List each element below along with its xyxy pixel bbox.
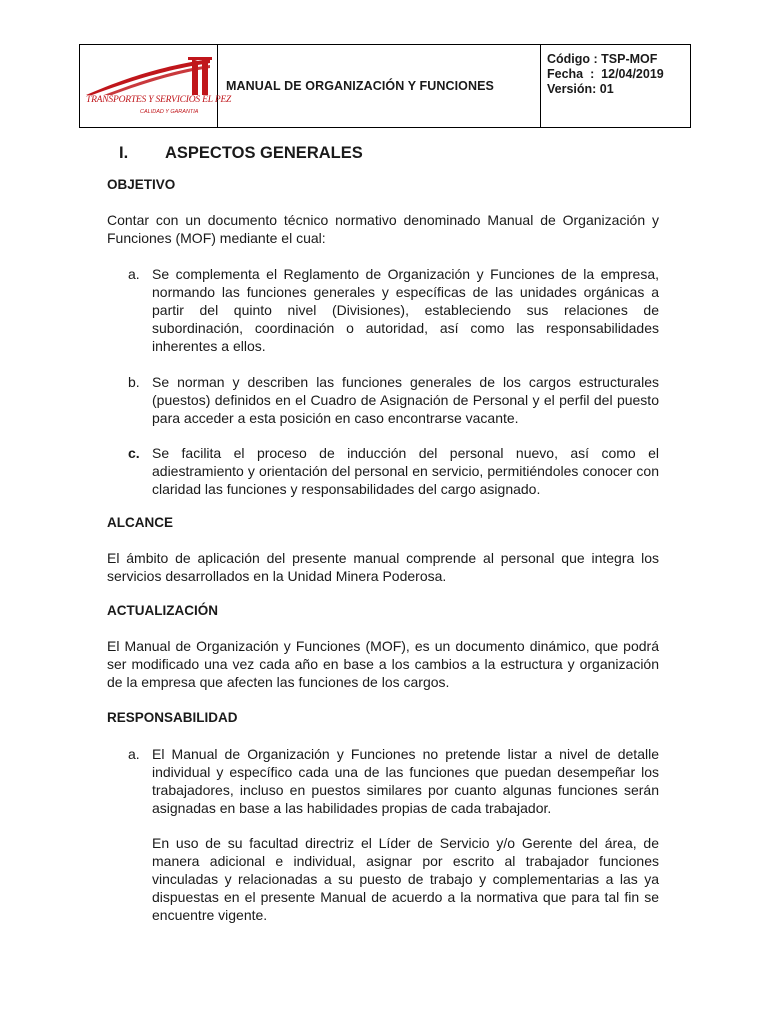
list-item [128, 265, 659, 355]
document-date: Fecha : 12/04/2019 [547, 67, 664, 81]
heading-objetivo: OBJETIVO [107, 177, 176, 192]
list-marker: a. [128, 266, 140, 282]
list-text: El Manual de Organización y Funciones no pretende listar a nivel de detalle individual y específico cada una de las funciones que puedan desempeñar los trabajadores, incluso en puestos similares por cuanto algunas funciones serán asignadas en base a las habilidades propias de cada trabajador. [152, 746, 659, 816]
list-item [128, 444, 659, 498]
responsabilidad-continuation: En uso de su facultad directriz el Líder de Servicio y/o Gerente del área, de manera adicional e individual, asignar por escrito al trabajador funciones vinculadas y relacionadas a su puesto de trabajo y complementarias a las ya dispuestas en el presente Manual de acuerdo a la normativa que para tal fin se encuentre vigente. [152, 835, 659, 923]
logo-tagline: CALIDAD Y GARANTIA [140, 109, 199, 115]
document-title-cell [218, 45, 541, 127]
document-version: Versión: 01 [547, 82, 614, 96]
list-text: Se facilita el proceso de inducción del personal nuevo, así como el adiestramiento y orientación del personal en servicio, permitiéndoles conocer con claridad las funciones y responsabilidades del cargo asignado. [152, 445, 659, 497]
company-logo [80, 45, 232, 127]
heading-actualizacion: ACTUALIZACIÓN [107, 603, 218, 618]
document-meta [541, 45, 690, 127]
list-marker: b. [128, 374, 140, 390]
logo-road-icon [84, 53, 214, 97]
list-item [128, 745, 659, 817]
document-code: Código : TSP-MOF [547, 52, 658, 66]
alcance-text: El ámbito de aplicación del presente manual comprende al personal que integra los servicios desarrollados en la Unidad Minera Poderosa. [107, 550, 659, 584]
section-heading [119, 144, 363, 164]
heading-responsabilidad: RESPONSABILIDAD [107, 710, 238, 725]
actualizacion-text: El Manual de Organización y Funciones (MOF), es un documento dinámico, que podrá ser modificado una vez cada año en base a los cambios a la estructura y organización de la empresa que afecten las funciones de los cargos. [107, 638, 659, 690]
list-item [128, 373, 659, 427]
objetivo-intro: Contar con un documento técnico normativo denominado Manual de Organización y Funciones (MOF) mediante el cual: [107, 212, 659, 246]
list-text: Se complementa el Reglamento de Organización y Funciones de la empresa, normando las funciones generales y específicas de las unidades orgánicas a partir del quinto nivel (Divisiones), estableciendo sus relaciones de subordinación, coordinación o autoridad, así como las responsabilidades inherentes a ellos. [152, 266, 659, 354]
section-number: I. [119, 144, 129, 162]
list-marker: a. [128, 746, 140, 762]
heading-alcance: ALCANCE [107, 515, 173, 530]
list-text: Se norman y describen las funciones generales de los cargos estructurales (puestos) definidos en el Cuadro de Asignación de Personal y el perfil del puesto para acceder a esta posición en caso encontrarse vacante. [152, 374, 659, 426]
list-marker: c. [128, 445, 140, 461]
logo-brand-text: TRANSPORTES Y SERVICIOS EL PEZ [86, 95, 232, 105]
document-title: MANUAL DE ORGANIZACIÓN Y FUNCIONES [226, 79, 494, 93]
document-header [79, 44, 691, 128]
section-title: ASPECTOS GENERALES [165, 144, 363, 162]
